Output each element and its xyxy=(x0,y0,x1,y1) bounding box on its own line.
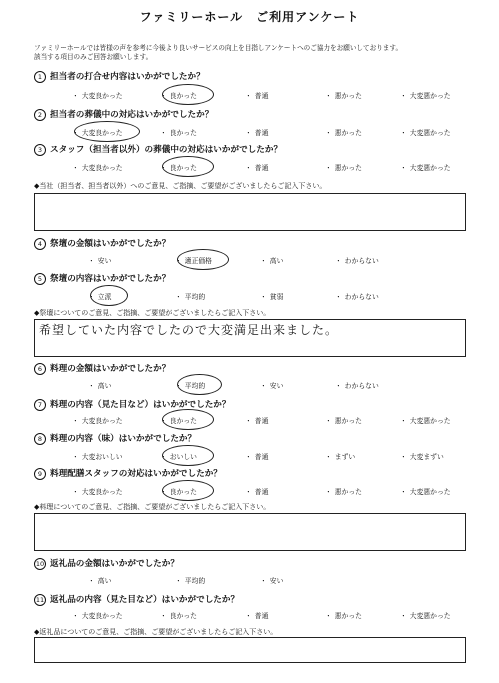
option-label: 普通 xyxy=(254,164,269,172)
option-label: 安い xyxy=(269,577,284,585)
bullet-icon: ・ xyxy=(335,382,342,390)
selected-circle-mark xyxy=(162,156,214,177)
comment-box-4[interactable] xyxy=(34,637,466,663)
option-label: 大変悪かった xyxy=(409,92,451,100)
bullet-icon: ・ xyxy=(88,577,95,585)
bullet-icon: ・ xyxy=(400,453,407,461)
option-label: 立派 xyxy=(97,293,112,301)
question-text: 担当者の打合せ内容はいかがでしたか？ xyxy=(50,72,205,82)
option-5-3[interactable] xyxy=(260,291,283,301)
bullet-icon: ・ xyxy=(160,129,167,137)
option-9-4[interactable] xyxy=(325,486,362,496)
option-label: 安い xyxy=(269,382,284,390)
bullet-icon: ・ xyxy=(160,488,167,496)
comment-box-1[interactable] xyxy=(34,193,466,231)
option-label: 大変良かった xyxy=(81,612,123,620)
selected-circle-mark xyxy=(162,84,214,105)
question-text: 返礼品の内容（見た目など）はいかがでしたか？ xyxy=(50,595,240,605)
option-label: 大変おいしい xyxy=(81,453,123,461)
comment-box-2[interactable] xyxy=(34,319,466,357)
bullet-icon: ・ xyxy=(175,257,182,265)
selected-circle-mark xyxy=(162,445,214,466)
option-2-5[interactable] xyxy=(400,127,451,137)
option-label: 大変良かった xyxy=(81,417,123,425)
option-label: 普通 xyxy=(254,488,269,496)
question-4 xyxy=(34,237,170,250)
bullet-icon: ・ xyxy=(72,129,79,137)
option-label: 大変まずい xyxy=(409,453,444,461)
question-number: 2 xyxy=(34,109,46,121)
option-label: 良かった xyxy=(169,92,197,100)
option-label: 普通 xyxy=(254,129,269,137)
bullet-icon: ・ xyxy=(175,577,182,585)
option-11-4[interactable] xyxy=(325,610,362,620)
option-3-1[interactable] xyxy=(72,162,123,172)
option-label: 平均的 xyxy=(184,577,206,585)
option-label: 大変悪かった xyxy=(409,129,451,137)
option-label: 普通 xyxy=(254,417,269,425)
option-1-5[interactable] xyxy=(400,90,451,100)
option-label: 悪かった xyxy=(334,612,362,620)
bullet-icon: ・ xyxy=(72,488,79,496)
option-9-5[interactable] xyxy=(400,486,451,496)
option-label: 大変良かった xyxy=(81,129,123,137)
option-7-4[interactable] xyxy=(325,415,362,425)
question-number: 4 xyxy=(34,238,46,250)
option-5-2[interactable] xyxy=(175,291,205,301)
comment-box-3[interactable] xyxy=(34,513,466,551)
option-label: 貧弱 xyxy=(269,293,284,301)
question-number: 1 xyxy=(34,71,46,83)
option-label: おいしい xyxy=(169,453,197,461)
question-text: 料理の内容（味）はいかがでしたか？ xyxy=(50,434,197,444)
option-2-2[interactable] xyxy=(160,127,197,137)
bullet-icon: ・ xyxy=(325,92,332,100)
bullet-icon: ・ xyxy=(325,488,332,496)
bullet-icon: ・ xyxy=(245,92,252,100)
option-6-1[interactable] xyxy=(88,380,111,390)
option-label: 普通 xyxy=(254,612,269,620)
bullet-icon: ・ xyxy=(245,612,252,620)
question-number: 8 xyxy=(34,433,46,445)
option-9-1[interactable] xyxy=(72,486,123,496)
bullet-icon: ・ xyxy=(335,257,342,265)
question-text: 担当者の葬儀中の対応はいかがでしたか？ xyxy=(50,110,214,120)
bullet-icon: ・ xyxy=(260,577,267,585)
option-1-4[interactable] xyxy=(325,90,362,100)
question-number: 9 xyxy=(34,468,46,480)
bullet-icon: ・ xyxy=(400,417,407,425)
bullet-icon: ・ xyxy=(245,453,252,461)
bullet-icon: ・ xyxy=(175,293,182,301)
page-title: ファミリーホール ご利用アンケート xyxy=(139,10,360,24)
option-label: 平均的 xyxy=(184,382,206,390)
option-label: 良かった xyxy=(169,129,197,137)
bullet-icon: ・ xyxy=(325,164,332,172)
bullet-icon: ・ xyxy=(245,129,252,137)
bullet-icon: ・ xyxy=(160,612,167,620)
bullet-icon: ・ xyxy=(72,417,79,425)
bullet-icon: ・ xyxy=(72,164,79,172)
bullet-icon: ・ xyxy=(160,453,167,461)
bullet-icon: ・ xyxy=(88,382,95,390)
question-number: 5 xyxy=(34,273,46,285)
option-label: わからない xyxy=(344,257,379,265)
option-label: 大変良かった xyxy=(81,488,123,496)
option-10-3[interactable] xyxy=(260,575,283,585)
option-label: 良かった xyxy=(169,164,197,172)
option-label: 良かった xyxy=(169,612,197,620)
bullet-icon: ・ xyxy=(245,488,252,496)
question-text: 祭壇の金額はいかがでしたか？ xyxy=(50,239,171,249)
question-number: 3 xyxy=(34,144,46,156)
option-3-5[interactable] xyxy=(400,162,451,172)
option-label: 良かった xyxy=(169,417,197,425)
bullet-icon: ・ xyxy=(72,453,79,461)
option-7-5[interactable] xyxy=(400,415,451,425)
comment-label-3: ◆料理についてのご意見、ご指摘、ご要望がございましたらご記入下さい。 xyxy=(34,503,271,511)
comment-label-1: ◆当社（担当者、担当者以外）へのご意見、ご指摘、ご要望がございましたらご記入下さい。 xyxy=(34,182,327,190)
question-number: 10 xyxy=(35,559,45,568)
bullet-icon: ・ xyxy=(400,488,407,496)
option-label: 良かった xyxy=(169,488,197,496)
bullet-icon: ・ xyxy=(175,382,182,390)
option-11-1[interactable] xyxy=(72,610,123,620)
question-text: 料理配膳スタッフの対応はいかがでしたか？ xyxy=(50,469,222,479)
question-text: 祭壇の内容はいかがでしたか？ xyxy=(50,274,171,284)
option-6-4[interactable] xyxy=(335,380,379,390)
option-5-4[interactable] xyxy=(335,291,379,301)
option-1-1[interactable] xyxy=(72,90,123,100)
bullet-icon: ・ xyxy=(400,92,407,100)
question-6 xyxy=(34,362,170,375)
question-text: 料理の金額はいかがでしたか？ xyxy=(50,364,171,374)
question-text: スタッフ（担当者以外）の葬儀中の対応はいかがでしたか？ xyxy=(50,145,283,155)
option-1-3[interactable] xyxy=(245,90,268,100)
option-8-1[interactable] xyxy=(72,451,123,461)
option-label: 高い xyxy=(97,577,112,585)
question-text: 返礼品の金額はいかがでしたか？ xyxy=(50,559,179,569)
option-label: 悪かった xyxy=(334,129,362,137)
bullet-icon: ・ xyxy=(260,293,267,301)
bullet-icon: ・ xyxy=(160,92,167,100)
question-2 xyxy=(34,108,213,121)
bullet-icon: ・ xyxy=(260,382,267,390)
option-label: 大変良かった xyxy=(81,92,123,100)
option-7-3[interactable] xyxy=(245,415,268,425)
bullet-icon: ・ xyxy=(245,417,252,425)
option-label: 大変良かった xyxy=(81,164,123,172)
question-number: 6 xyxy=(34,363,46,375)
option-label: 悪かった xyxy=(334,164,362,172)
option-11-2[interactable] xyxy=(160,610,197,620)
option-4-3[interactable] xyxy=(260,255,283,265)
bullet-icon: ・ xyxy=(160,417,167,425)
bullet-icon: ・ xyxy=(245,164,252,172)
option-10-2[interactable] xyxy=(175,575,205,585)
selected-circle-mark xyxy=(177,249,229,270)
option-10-1[interactable] xyxy=(88,575,111,585)
question-number: 7 xyxy=(34,399,46,411)
bullet-icon: ・ xyxy=(335,293,342,301)
question-7 xyxy=(34,398,230,411)
bullet-icon: ・ xyxy=(400,164,407,172)
option-11-3[interactable] xyxy=(245,610,268,620)
question-9 xyxy=(34,467,222,480)
selected-circle-mark xyxy=(90,285,128,306)
option-label: 安い xyxy=(97,257,112,265)
selected-circle-mark xyxy=(162,480,214,501)
bullet-icon: ・ xyxy=(325,417,332,425)
option-label: 高い xyxy=(97,382,112,390)
comment-label-2: ◆祭壇についてのご意見、ご指摘、ご要望がございましたらご記入下さい。 xyxy=(34,309,271,317)
question-5 xyxy=(34,272,170,285)
bullet-icon: ・ xyxy=(325,612,332,620)
option-8-4[interactable] xyxy=(325,451,355,461)
question-11 xyxy=(34,593,239,606)
option-7-1[interactable] xyxy=(72,415,123,425)
option-label: わからない xyxy=(344,293,379,301)
question-text: 料理の内容（見た目など）はいかがでしたか？ xyxy=(50,400,231,410)
intro-line-1: ファミリーホールでは皆様の声を参考に今後より良いサービスの向上を目指しアンケートへのご協力をお願いしております。 xyxy=(34,44,403,52)
question-number: 11 xyxy=(35,595,45,604)
bullet-icon: ・ xyxy=(88,257,95,265)
option-label: 普通 xyxy=(254,92,269,100)
option-3-4[interactable] xyxy=(325,162,362,172)
question-1 xyxy=(34,70,205,83)
option-label: 大変悪かった xyxy=(409,164,451,172)
selected-circle-mark xyxy=(162,409,214,430)
option-label: 普通 xyxy=(254,453,269,461)
bullet-icon: ・ xyxy=(325,453,332,461)
option-label: 悪かった xyxy=(334,92,362,100)
option-label: まずい xyxy=(334,453,356,461)
bullet-icon: ・ xyxy=(72,92,79,100)
bullet-icon: ・ xyxy=(400,129,407,137)
option-3-3[interactable] xyxy=(245,162,268,172)
option-11-5[interactable] xyxy=(400,610,451,620)
option-label: 悪かった xyxy=(334,488,362,496)
intro-line-2: 該当する項目のみご回答お願いします。 xyxy=(34,53,153,61)
handwritten-comment: 希望していた内容でしたので大変満足出来ました。 xyxy=(39,323,339,337)
bullet-icon: ・ xyxy=(160,164,167,172)
option-label: 大変悪かった xyxy=(409,612,451,620)
option-label: 大変悪かった xyxy=(409,488,451,496)
option-2-3[interactable] xyxy=(245,127,268,137)
option-label: 大変悪かった xyxy=(409,417,451,425)
comment-label-4: ◆返礼品についてのご意見、ご指摘、ご要望がございましたらご記入下さい。 xyxy=(34,628,278,636)
bullet-icon: ・ xyxy=(400,612,407,620)
option-9-3[interactable] xyxy=(245,486,268,496)
option-6-3[interactable] xyxy=(260,380,283,390)
question-10 xyxy=(34,557,179,570)
option-2-4[interactable] xyxy=(325,127,362,137)
bullet-icon: ・ xyxy=(88,293,95,301)
question-8 xyxy=(34,432,196,445)
selected-circle-mark xyxy=(177,374,222,395)
bullet-icon: ・ xyxy=(325,129,332,137)
option-8-3[interactable] xyxy=(245,451,268,461)
option-8-5[interactable] xyxy=(400,451,444,461)
option-4-1[interactable] xyxy=(88,255,111,265)
option-label: 悪かった xyxy=(334,417,362,425)
option-label: 高い xyxy=(269,257,284,265)
bullet-icon: ・ xyxy=(260,257,267,265)
option-label: 平均的 xyxy=(184,293,206,301)
option-4-4[interactable] xyxy=(335,255,379,265)
bullet-icon: ・ xyxy=(72,612,79,620)
selected-circle-mark xyxy=(74,121,140,142)
question-3 xyxy=(34,143,282,156)
option-label: わからない xyxy=(344,382,379,390)
option-label: 適正価格 xyxy=(184,257,212,265)
